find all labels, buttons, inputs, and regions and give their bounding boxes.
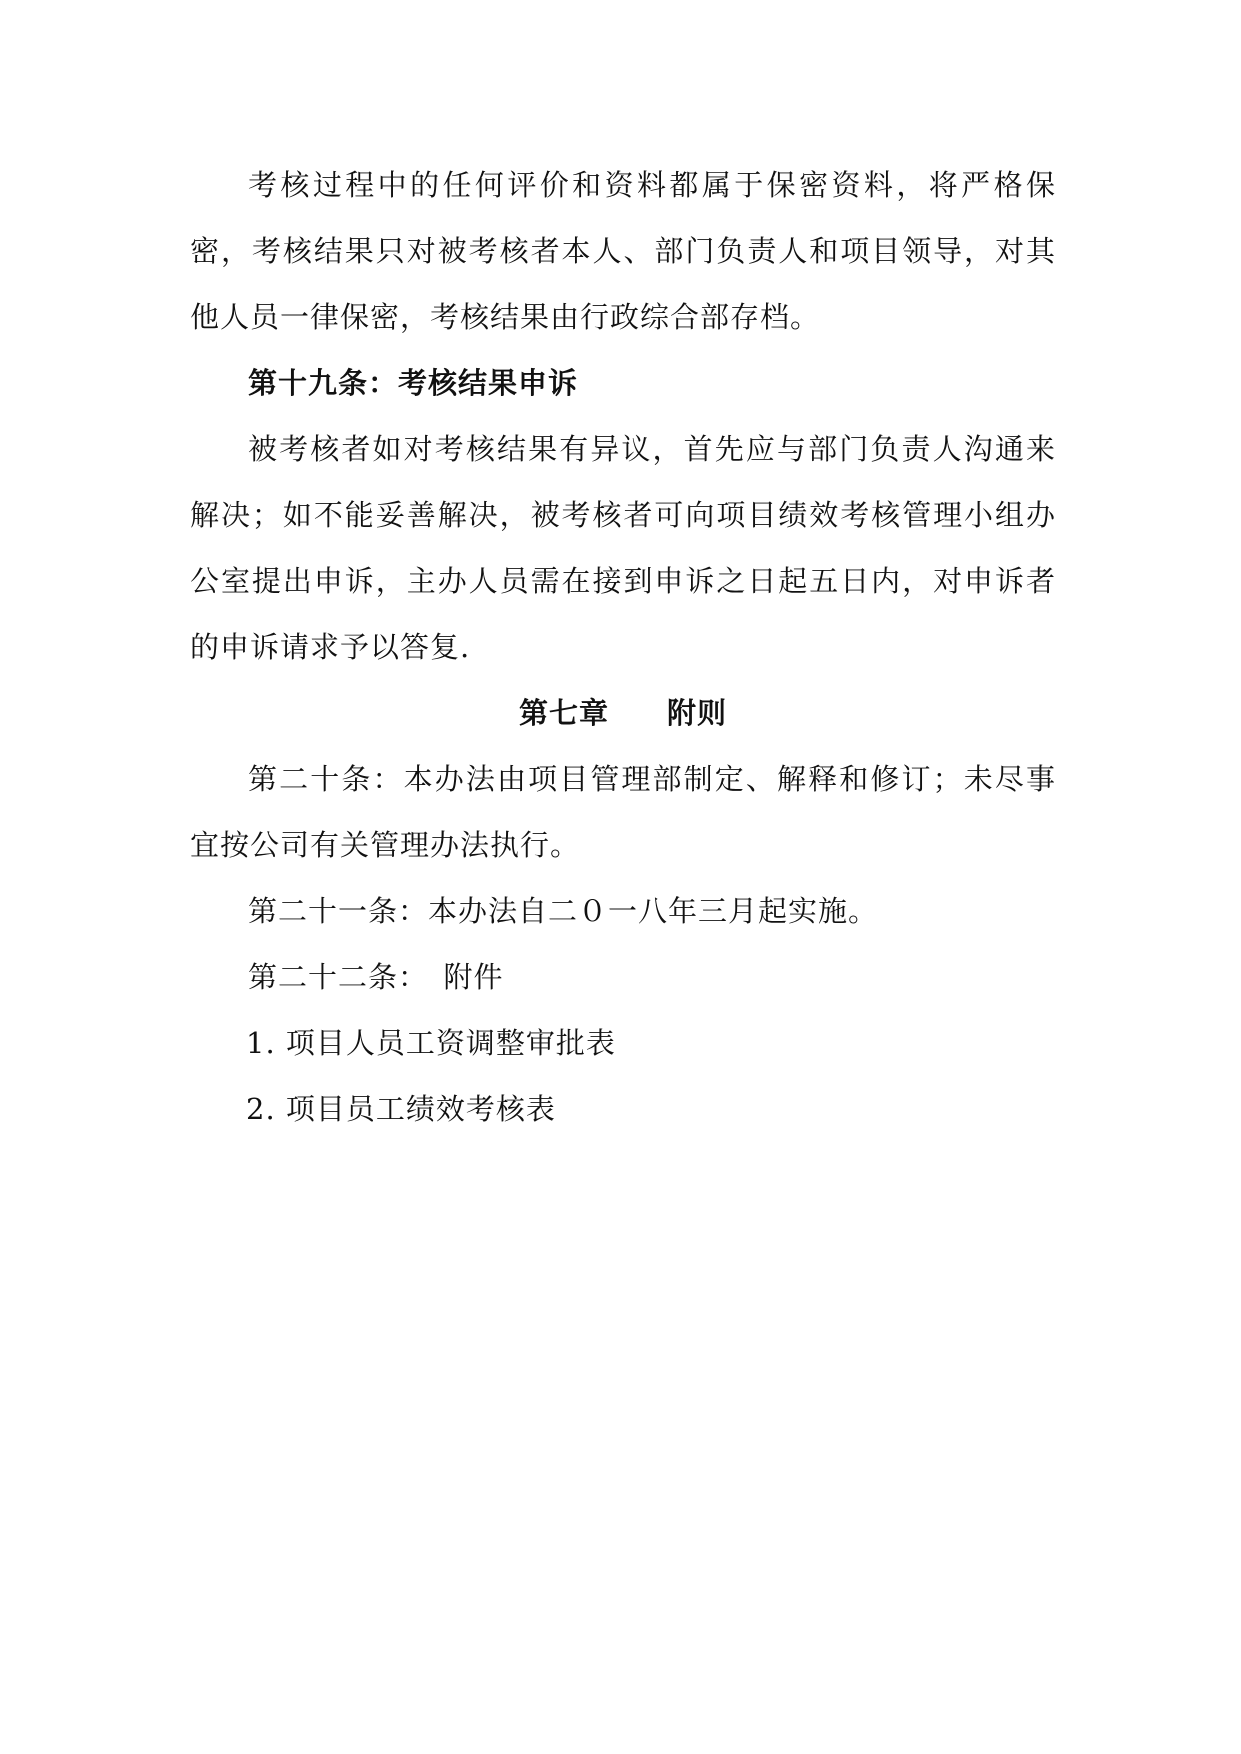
document-body xyxy=(190,152,1056,1142)
article-22-paragraph: 第二十二条： 附件 xyxy=(248,960,504,994)
chapter-7-heading xyxy=(190,680,1056,746)
attachment-item-2: 2. 项目员工绩效考核表 xyxy=(246,1092,556,1126)
article-20-paragraph: 第二十条：本办法由项目管理部制定、解释和修订；未尽事宜按公司有关管理办法执行。 xyxy=(190,762,1056,862)
article-21-paragraph: 第二十一条：本办法自二０一八年三月起实施。 xyxy=(248,894,879,928)
chapter-7-title: 附则 xyxy=(667,696,728,730)
attachment-item-1: 1. 项目人员工资调整审批表 xyxy=(246,1026,616,1060)
confidentiality-paragraph: 考核过程中的任何评价和资料都属于保密资料，将严格保密，考核结果只对被考核者本人、部门负责人和项目领导，对其他人员一律保密，考核结果由行政综合部存档。 xyxy=(190,168,1056,334)
article-19-body: 被考核者如对考核结果有异议，首先应与部门负责人沟通来解决；如不能妥善解决，被考核者可向项目绩效考核管理小组办公室提出申诉，主办人员需在接到申诉之日起五日内，对申诉者的申诉请求予以答复. xyxy=(190,432,1056,664)
chapter-7-number: 第七章 xyxy=(518,696,609,730)
article-19-heading: 第十九条：考核结果申诉 xyxy=(248,366,579,400)
